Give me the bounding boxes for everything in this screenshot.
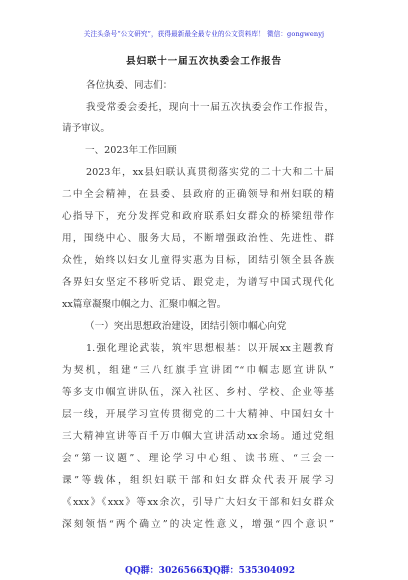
paragraph-line: 各界妇女坚定不移听党话、跟党走，为谱写中国式现代化 xyxy=(62,277,334,288)
paragraph-line: 众性，始终以妇女儿童得实惠为目标，团结引领全县各族 xyxy=(62,255,334,266)
paragraph-line: 心指导下，充分发挥党和政府联系妇女群众的桥梁纽带作 xyxy=(62,211,334,222)
footer-qq-group-2: QQ群：535304092 xyxy=(205,566,296,576)
section-heading: 一、2023年工作回顾 xyxy=(85,145,177,156)
paragraph-line: 为契机，组建“三八红旗手宣讲团”“巾帼志愿宣讲队” xyxy=(62,365,334,376)
paragraph-line: 二中全会精神，在县委、县政府的正确领导和州妇联的精 xyxy=(62,189,334,200)
paragraph-line: 层一线，开展学习宣传贯彻党的二十大精神、中国妇女十 xyxy=(62,409,334,420)
paragraph-line: 课”等载体，组织妇联干部和妇女群众代表开展学习 xyxy=(62,475,334,486)
paragraph-line: 会“第一议题”、理论学习中心组、读书班、“三会一 xyxy=(62,453,334,464)
paragraph-line: 三大精神宣讲等百千万巾帼大宣讲活动xx余场。通过党组 xyxy=(62,431,334,442)
paragraph-line: 2023年，xx县妇联认真贯彻落实党的二十大和二十届 xyxy=(86,167,334,178)
paragraph-line: 深刻领悟“两个确立”的决定性意义，增强“四个意识” xyxy=(62,519,334,530)
paragraph-line: 我受常委会委托，现向十一届五次执委会作工作报告， xyxy=(86,102,334,113)
document-title: 县妇联十一届五次执委会工作报告 xyxy=(126,56,282,67)
paragraph-line: xx篇章凝聚巾帼之力、汇聚巾帼之智。 xyxy=(62,299,227,310)
footer-qq-group-1: QQ群：30265665 xyxy=(125,566,209,576)
header-banner: 关注头条号“公文研究”，获得最新最全最专业的公文资料库！ 微信：gongwenyj xyxy=(83,30,325,38)
paragraph-line: 请予审议。 xyxy=(62,123,110,134)
paragraph-line: 用，围绕中心、服务大局，不断增强政治性、先进性、群 xyxy=(62,233,334,244)
paragraph-line: 1.强化理论武装，筑牢思想根基：以开展xx主题教育 xyxy=(86,343,334,354)
salutation: 各位执委、同志们： xyxy=(86,80,173,91)
subsection-heading: （一）突出思想政治建设，团结引领巾帼心向党 xyxy=(85,321,287,332)
paragraph-line: 等多支巾帼宣讲队伍，深入社区、乡村、学校、企业等基 xyxy=(62,387,334,398)
paragraph-line: 《xxx》《xxx》等xx余次，引导广大妇女干部和妇女群众 xyxy=(62,497,334,508)
